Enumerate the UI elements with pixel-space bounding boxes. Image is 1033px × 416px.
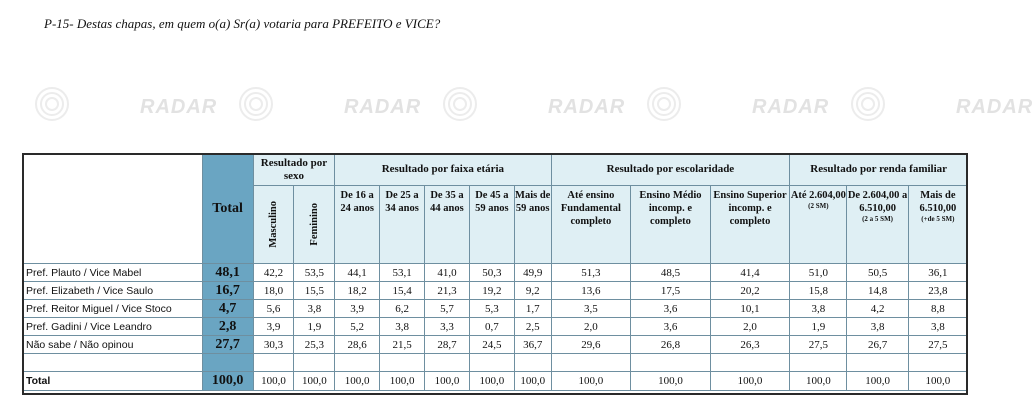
table-cell: 25,3 <box>294 336 335 354</box>
col-medio: Ensino Médio incomp. e completo <box>631 186 711 264</box>
table-cell: 19,2 <box>469 282 514 300</box>
empty-cell <box>551 354 631 372</box>
row-label: Total <box>23 372 203 391</box>
empty-cell <box>790 354 847 372</box>
corner-cell <box>23 154 203 264</box>
empty-cell <box>253 354 294 372</box>
col-35-44: De 35 a 44 anos <box>425 186 470 264</box>
group-header-faixa: Resultado por faixa etária <box>335 154 551 186</box>
table-cell: 3,8 <box>847 318 908 336</box>
col-renda-ate: Até 2.604,00 (2 SM) <box>790 186 847 264</box>
group-header-escolaridade: Resultado por escolaridade <box>551 154 790 186</box>
col-25-34: De 25 a 34 anos <box>380 186 425 264</box>
table-cell: 14,8 <box>847 282 908 300</box>
row-total: 2,8 <box>202 318 253 336</box>
table-row <box>23 282 968 300</box>
table-cell: 1,9 <box>790 318 847 336</box>
table-cell: 15,5 <box>294 282 335 300</box>
col-superior: Ensino Superior incomp. e completo <box>710 186 790 264</box>
table-cell: 100,0 <box>790 372 847 391</box>
table-cell: 8,8 <box>908 300 967 318</box>
empty-cell <box>847 354 908 372</box>
table-cell: 2,0 <box>551 318 631 336</box>
table-cell: 3,9 <box>253 318 294 336</box>
table-row <box>23 264 968 282</box>
table-cell: 23,8 <box>908 282 967 300</box>
table-cell: 20,2 <box>710 282 790 300</box>
table-cell: 21,3 <box>425 282 470 300</box>
table-cell: 26,3 <box>710 336 790 354</box>
table-cell: 100,0 <box>294 372 335 391</box>
row-label: Não sabe / Não opinou <box>23 336 203 354</box>
table-cell: 36,7 <box>514 336 551 354</box>
table-cell: 27,5 <box>790 336 847 354</box>
table-cell: 100,0 <box>847 372 908 391</box>
empty-cell <box>202 354 253 372</box>
table-cell: 5,6 <box>253 300 294 318</box>
row-total: 48,1 <box>202 264 253 282</box>
radar-logo-icon <box>646 86 682 122</box>
table-cell: 3,8 <box>380 318 425 336</box>
table-cell: 6,2 <box>380 300 425 318</box>
row-label: Pref. Elizabeth / Vice Saulo <box>23 282 203 300</box>
radar-logo-icon <box>442 86 478 122</box>
total-row <box>23 372 968 391</box>
row-total: 16,7 <box>202 282 253 300</box>
table-row <box>23 336 968 354</box>
table-cell: 100,0 <box>335 372 380 391</box>
table-cell: 24,5 <box>469 336 514 354</box>
table-cell: 100,0 <box>469 372 514 391</box>
table-cell: 53,1 <box>380 264 425 282</box>
col-16-24: De 16 a 24 anos <box>335 186 380 264</box>
table-cell: 3,6 <box>631 300 711 318</box>
table-cell: 100,0 <box>710 372 790 391</box>
table-cell: 50,5 <box>847 264 908 282</box>
table-cell: 28,6 <box>335 336 380 354</box>
table-cell: 53,5 <box>294 264 335 282</box>
table-cell: 5,2 <box>335 318 380 336</box>
table-cell: 18,0 <box>253 282 294 300</box>
table-cell: 29,6 <box>551 336 631 354</box>
results-table <box>22 153 968 391</box>
watermark-text: RADAR <box>548 96 626 118</box>
table-cell: 41,4 <box>710 264 790 282</box>
table-cell: 100,0 <box>380 372 425 391</box>
table-cell: 5,7 <box>425 300 470 318</box>
table-cell: 28,7 <box>425 336 470 354</box>
table-cell: 3,8 <box>908 318 967 336</box>
radar-logo-icon <box>34 86 70 122</box>
table-cell: 100,0 <box>253 372 294 391</box>
radar-logo-icon <box>238 86 274 122</box>
table-cell: 5,3 <box>469 300 514 318</box>
col-fundamental: Até ensino Fundamental completo <box>551 186 631 264</box>
table-cell: 3,3 <box>425 318 470 336</box>
table-cell: 36,1 <box>908 264 967 282</box>
col-45-59: De 45 a 59 anos <box>469 186 514 264</box>
table-cell: 3,8 <box>790 300 847 318</box>
row-label: Pref. Plauto / Vice Mabel <box>23 264 203 282</box>
row-label: Pref. Gadini / Vice Leandro <box>23 318 203 336</box>
table-cell: 15,8 <box>790 282 847 300</box>
empty-cell <box>380 354 425 372</box>
table-cell: 26,8 <box>631 336 711 354</box>
col-renda-de: De 2.604,00 a 6.510,00 (2 a 5 SM) <box>847 186 908 264</box>
row-total: 27,7 <box>202 336 253 354</box>
table-cell: 51,0 <box>790 264 847 282</box>
table-cell: 17,5 <box>631 282 711 300</box>
table-row <box>23 300 968 318</box>
empty-cell <box>425 354 470 372</box>
table-cell: 42,2 <box>253 264 294 282</box>
empty-cell <box>710 354 790 372</box>
table-cell: 100,0 <box>908 372 967 391</box>
table-cell: 1,9 <box>294 318 335 336</box>
table-cell: 100,0 <box>631 372 711 391</box>
table-cell: 48,5 <box>631 264 711 282</box>
watermark-text: RADAR <box>752 96 830 118</box>
empty-cell <box>631 354 711 372</box>
table-cell: 2,5 <box>514 318 551 336</box>
spacer-row <box>23 354 968 372</box>
table-cell: 13,6 <box>551 282 631 300</box>
watermark-text: RADAR <box>956 96 1033 118</box>
table-cell: 21,5 <box>380 336 425 354</box>
row-label: Pref. Reitor Miguel / Vice Stoco <box>23 300 203 318</box>
col-feminino: Feminino <box>294 186 335 264</box>
table-cell: 2,0 <box>710 318 790 336</box>
table-cell: 3,5 <box>551 300 631 318</box>
row-total: 100,0 <box>202 372 253 391</box>
table-cell: 4,2 <box>847 300 908 318</box>
watermark-text: RADAR <box>140 96 218 118</box>
row-total: 4,7 <box>202 300 253 318</box>
col-59-plus: Mais de 59 anos <box>514 186 551 264</box>
table-cell: 30,3 <box>253 336 294 354</box>
table-cell: 100,0 <box>425 372 470 391</box>
table-cell: 100,0 <box>551 372 631 391</box>
watermark-text: RADAR <box>344 96 422 118</box>
table-cell: 3,8 <box>294 300 335 318</box>
table-cell: 9,2 <box>514 282 551 300</box>
table-row <box>23 318 968 336</box>
radar-logo-icon <box>850 86 886 122</box>
table-cell: 0,7 <box>469 318 514 336</box>
table-cell: 3,9 <box>335 300 380 318</box>
group-header-renda: Resultado por renda familiar <box>790 154 968 186</box>
table-cell: 1,7 <box>514 300 551 318</box>
empty-cell <box>469 354 514 372</box>
table-cell: 51,3 <box>551 264 631 282</box>
table-cell: 3,6 <box>631 318 711 336</box>
table-cell: 100,0 <box>514 372 551 391</box>
table-cell: 27,5 <box>908 336 967 354</box>
table-cell: 18,2 <box>335 282 380 300</box>
table-cell: 10,1 <box>710 300 790 318</box>
table-cell: 41,0 <box>425 264 470 282</box>
col-masculino: Masculino <box>253 186 294 264</box>
table-cell: 15,4 <box>380 282 425 300</box>
empty-cell <box>514 354 551 372</box>
table-cell: 44,1 <box>335 264 380 282</box>
group-header-sexo: Resultado por sexo <box>253 154 335 186</box>
table-cell: 49,9 <box>514 264 551 282</box>
question-title: P-15- Destas chapas, em quem o(a) Sr(a) votaria para PREFEITO e VICE? <box>44 16 441 31</box>
empty-cell <box>335 354 380 372</box>
empty-cell <box>908 354 967 372</box>
total-header: Total <box>202 154 253 264</box>
table-cell: 26,7 <box>847 336 908 354</box>
table-cell: 50,3 <box>469 264 514 282</box>
empty-cell <box>23 354 203 372</box>
col-renda-mais: Mais de 6.510,00 (+de 5 SM) <box>908 186 967 264</box>
empty-cell <box>294 354 335 372</box>
